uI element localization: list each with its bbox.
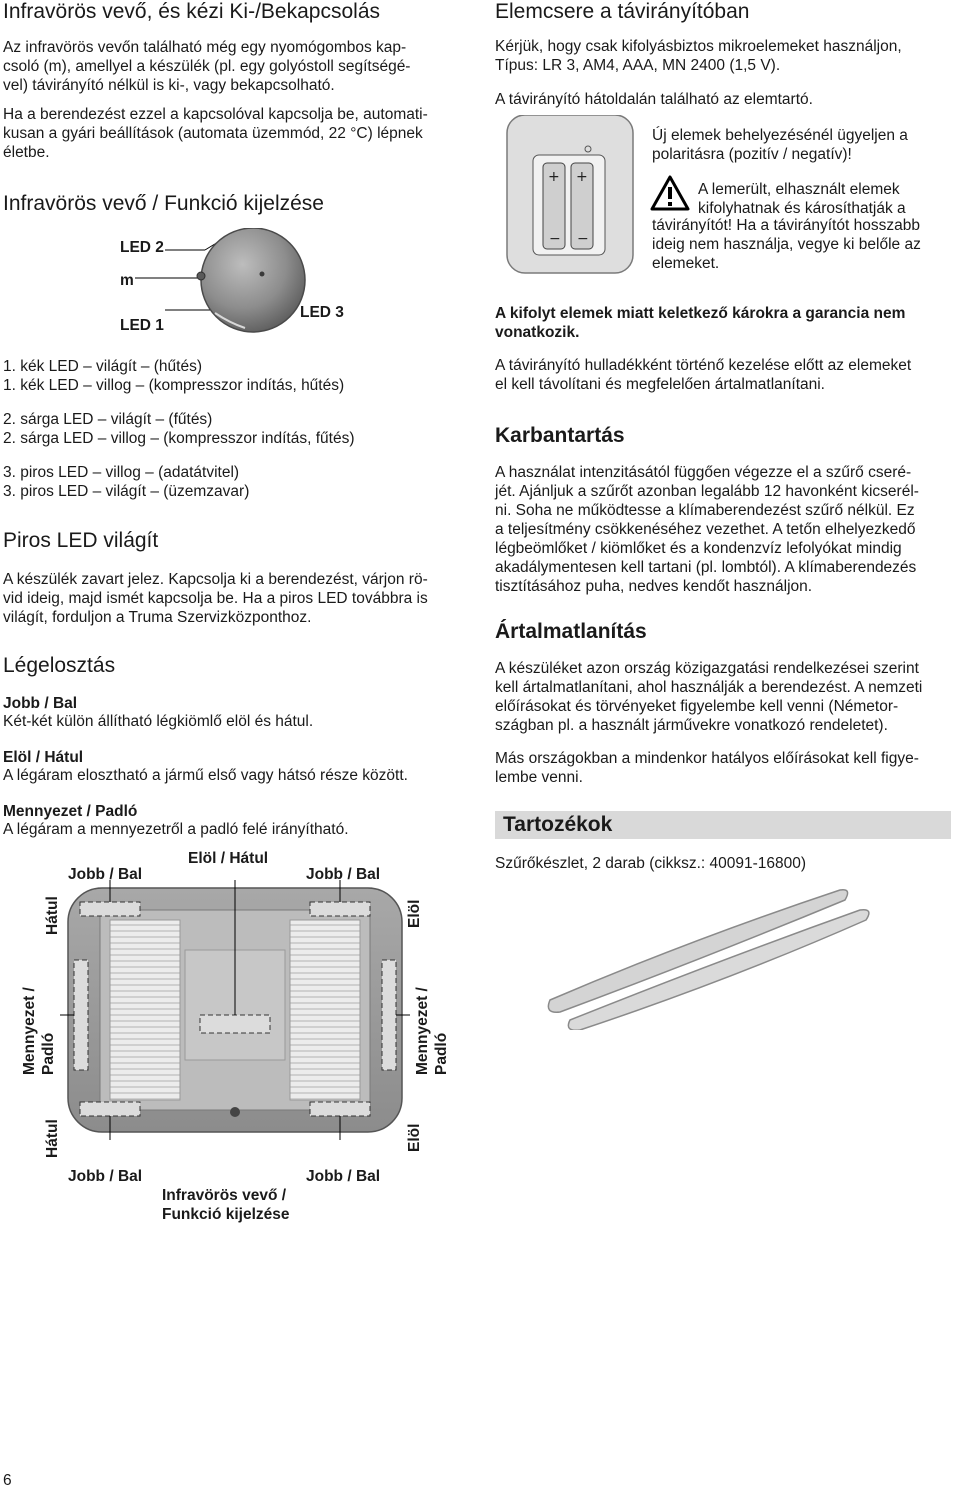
air-text-ceiling-floor: A légáram a mennyezetről a padló felé irányítható. [3,821,349,838]
svg-text:−: − [577,231,589,247]
right-vent-grille [290,920,360,1100]
diagram-label-front-top: Elöl [406,899,423,928]
diagram-label-ceiling-floor-right: Mennyezet / Padló [414,987,450,1075]
led-list-item: 3. piros LED – világít – (üzemzavar) [3,483,250,500]
battery-location-paragraph: A távirányító hátoldalán található az elemtartó. [495,91,813,108]
diagram-label-left-right-tr: Jobb / Bal [306,866,381,883]
ir-intro-paragraph: Az infravörös vevőn található még egy nyomógombos kap- csoló (m), amellyel a készülék (pl. egy golyóstoll segítségé- vel) távirányító nélkül is ki-, vagy bekapcsolható. [3,39,411,94]
warranty-note: A kifolyt elemek miatt keletkező károkra a garancia nem vonatkozik. [495,305,906,341]
led3-label: LED 3 [300,304,344,321]
led-dot [260,272,265,277]
battery-type-paragraph: Kérjük, hogy csak kifolyásbiztos mikroelemeket használjon, Típus: LR 3, AM4, AAA, MN 2400 (1,5 V). [495,38,902,74]
led-list-item: 1. kék LED – világít – (hűtés) [3,358,203,375]
warning-text-part1: A lemerült, elhasznált elemek kifolyhatnak és károsíthatják a [698,181,906,217]
knob-shape [201,228,305,332]
led1-label: LED 1 [120,317,164,334]
filter-strip-2 [568,910,869,1030]
svg-text:+: + [548,169,560,185]
polarity-note: Új elemek behelyezésénél ügyeljen a polaritásra (pozitív / negatív)! [652,127,908,163]
disposal-heading: Ártalmatlanítás [495,620,647,643]
m-button-dot [197,272,205,280]
diagram-label-ir-receiver: Infravörös vevő / Funkció kijelzése [162,1187,290,1223]
diagram-label-ceiling-floor-left: Mennyezet / Padló [21,987,57,1075]
page-number: 6 [3,1472,12,1489]
air-label-left-right: Jobb / Bal [3,695,78,712]
filter-set-image [540,880,880,1030]
ceiling-slider-right [382,960,396,1070]
diagram-label-left-right-br: Jobb / Bal [306,1168,381,1185]
diagram-label-back-bottom: Hátul [44,1119,61,1158]
m-label: m [120,272,134,289]
diagram-label-front-bottom: Elöl [406,1123,423,1152]
maintenance-paragraph: A használat intenzitásától függően végezze el a szűrő cseré- jét. Ajánljuk a szűrőt azonban legalább 12 havonként kicserél- ni. Soha ne működtesse a klímaberendezést szűrő nélkül. Ez a teljesítmény csökkenéséhez vezethet. A tetőn elhelyezkedő légbeömlőket / kiömlőket és a kondenzvíz lefolyókat mindig akadálymentesen kell tartani (pl. lombtól). A klímaberendezés tisztításához puha, nedves kendőt használjon. [495,464,919,595]
led-list-item: 3. piros LED – villog – (adatátvitel) [3,464,240,481]
disposal-paragraph-1: A készüléket azon ország közigazgatási rendelkezései szerint kell ártalmatlanítani, ahol használják a berendezést. A nemzeti előírásokat és törvényeket figyelembe kell venni (Németor- szágban pl. a használt járművekre vonatkozó rendeletet). [495,660,923,734]
diagram-label-left-right-tl: Jobb / Bal [68,866,143,883]
svg-text:−: − [549,231,561,247]
air-text-front-back: A légáram elosztható a jármű első vagy hátsó része között. [3,767,408,784]
diagram-label-left-right-bl: Jobb / Bal [68,1168,143,1185]
vent-slider-top-left [80,902,140,916]
ceiling-slider-left [74,960,88,1070]
led-list-item: 1. kék LED – villog – (kompresszor indítás, hűtés) [3,377,345,394]
red-led-paragraph: A készülék zavart jelez. Kapcsolja ki a berendezést, várjon rö- vid ideig, majd ismét kapcsolja be. Ha a piros LED továbbra is világít, forduljon a Truma Szervizközponthoz. [3,571,428,626]
air-label-ceiling-floor: Mennyezet / Padló [3,803,138,820]
vent-slider-top-right [310,902,370,916]
maintenance-heading: Karbantartás [495,424,625,447]
remote-disposal-note: A távirányító hulladékként történő kezelése előtt az elemeket el kell távolítani és megfelelően ártalmatlanítani. [495,357,912,393]
air-label-front-back: Elöl / Hátul [3,749,84,766]
section-title-ir-receiver: Infravörös vevő, és kézi Ki-/Bekapcsolás [3,0,380,23]
ir-function-heading: Infravörös vevő / Funkció kijelzése [3,192,324,215]
warning-icon [650,175,690,211]
filter-strip-1 [548,890,847,1013]
accessories-text: Szűrőkészlet, 2 darab (cikksz.: 40091-16800) [495,855,807,872]
left-vent-grille [110,920,180,1100]
ir-factory-settings-paragraph: Ha a berendezést ezzel a kapcsolóval kapcsolja be, automati- kusan a gyári beállítások (automata üzemmód, 22 °C) lépnek életbe. [3,106,428,161]
vent-slider-bottom-left [80,1102,140,1116]
ir-receiver-dot [230,1107,240,1117]
led-list-item: 2. sárga LED – villog – (kompresszor indítás, fűtés) [3,430,355,447]
ir-receiver-knob-diagram [110,228,380,338]
led2-label: LED 2 [120,239,164,256]
air-text-left-right: Két-két külön állítható légkiömlő elöl és hátul. [3,713,314,730]
section-title-battery: Elemcsere a távirányítóban [495,0,750,23]
air-distribution-heading: Légelosztás [3,654,116,677]
air-unit-diagram [60,880,410,1140]
diagram-label-back-top: Hátul [44,896,61,935]
accessories-heading: Tartozékok [495,811,951,839]
diagram-label-front-back: Elöl / Hátul [188,850,269,867]
red-led-heading: Piros LED világít [3,529,159,552]
led-list-item: 2. sárga LED – világít – (fűtés) [3,411,213,428]
warning-text-part2: távirányítót! Ha a távirányítót hosszabb ideig nem használja, vegye ki belőle az elemeket. [652,217,921,272]
remote-battery-compartment-image [495,115,640,275]
front-back-slider [200,1015,270,1033]
svg-text:+: + [576,169,588,185]
disposal-paragraph-2: Más országokban a mindenkor hatályos előírásokat kell figye- lembe venni. [495,750,919,786]
vent-slider-bottom-right [310,1102,370,1116]
